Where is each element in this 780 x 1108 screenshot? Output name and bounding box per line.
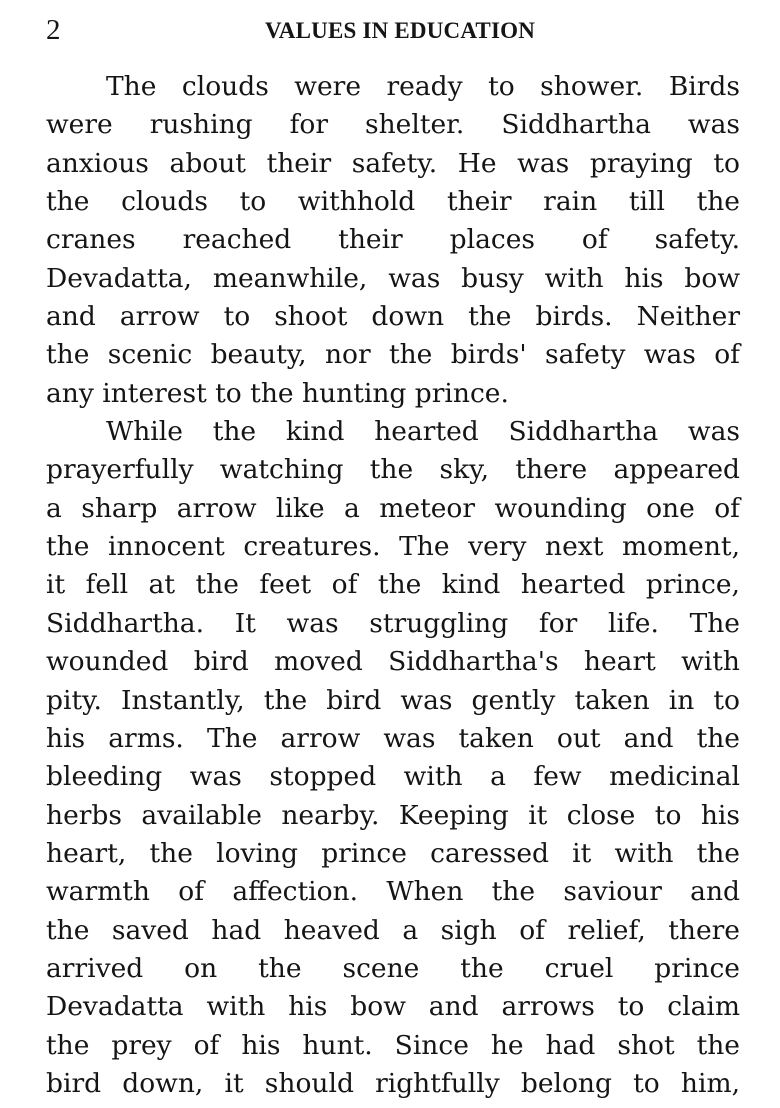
text-line: cranes reached their places of safety. [46,224,740,256]
text-line: the prey of his hunt. Since he had shot the [46,1029,740,1061]
text-line: it fell at the feet of the kind hearted prince, [46,569,740,601]
text-line: herbs available nearby. Keeping it close to his [46,799,740,831]
text-line: and arrow to shoot down the birds. Neither [46,301,740,333]
text-line: wounded bird moved Siddhartha's heart with [46,646,740,678]
text-line: the innocent creatures. The very next moment, [46,531,740,563]
text-line: any interest to the hunting prince. [46,377,509,409]
paragraph-1 [46,68,740,413]
text-line: prayerfully watching the sky, there appeared [46,454,740,486]
text-line: the saved had heaved a sigh of relief, there [46,914,740,946]
text-line: the clouds to withhold their rain till the [46,186,740,218]
text-line: arrived on the scene the cruel prince [46,952,740,984]
text-line: his arms. The arrow was taken out and the [46,722,740,754]
text-line: Siddhartha. It was struggling for life. The [46,607,740,639]
text-line: Devadatta, meanwhile, was busy with his bow [46,262,740,294]
text-line: were rushing for shelter. Siddhartha was [46,109,740,141]
text-line: warmth of affection. When the saviour and [46,876,740,908]
text-line: bird down, it should rightfully belong to him, [46,1067,740,1099]
text-line: The clouds were ready to shower. Birds [106,71,740,102]
text-line: While the kind hearted Siddhartha was [106,416,740,448]
paragraph-2 [46,413,740,1103]
body-text [46,68,740,1103]
text-line: anxious about their safety. He was praying to [46,147,740,179]
running-title: VALUES IN EDUCATION [264,18,536,43]
text-line: Devadatta with his bow and arrows to claim [46,991,740,1023]
text-line: the scenic beauty, nor the birds' safety was of [46,339,740,371]
text-line: bleeding was stopped with a few medicinal [46,761,740,793]
text-line: pity. Instantly, the bird was gently taken in to [46,684,740,716]
text-line: a sharp arrow like a meteor wounding one of [46,492,740,524]
page-number: 2 [46,14,61,46]
text-line: heart, the loving prince caressed it with the [46,837,740,869]
